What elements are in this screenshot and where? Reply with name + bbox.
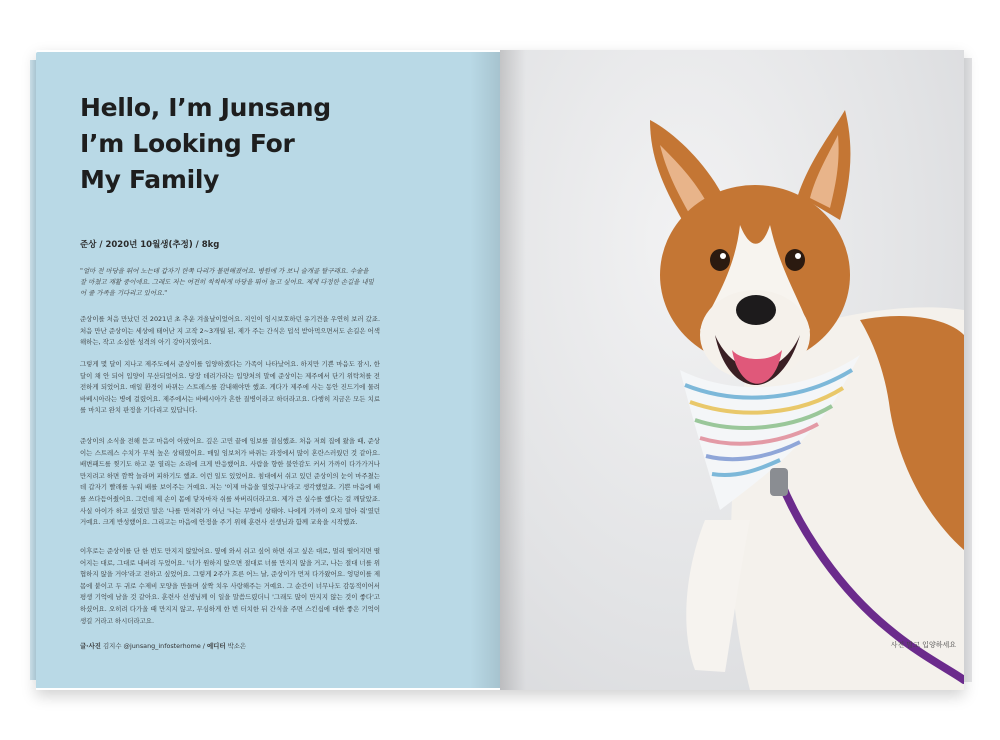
credit-name-writer: 김지수 @junsang_infosterhome <box>103 642 201 650</box>
photo-caption: 사진 말고 입양하세요 <box>890 641 956 649</box>
credit-label-writer: 글·사진 <box>80 642 101 650</box>
right-page <box>500 50 964 690</box>
dog-profile-meta: 준상 / 2020년 10월생(추정) / 8kg <box>80 240 220 250</box>
title-line-1: Hello, I’m Junsang <box>80 93 331 122</box>
body-paragraph-2: 그렇게 몇 달이 지나고 제주도에서 준상이를 입양하겠다는 가족이 나타났어요. 하지만 기쁜 마음도 잠시, 한 달이 채 안 되어 입양이 무산되었어요. 당장 데려가라는 입양처의 말에 준상이는 제주에서 단기 위탁처를 전전하게 되었어요. 매일 환경이 바뀌는 스트레스를 감내해야만 했죠. 게다가 제주에 사는 동안 진드기에 물려 바베시아라는 병에 걸렸어요. 제주에서는 바베시아가 흔한 질병이라고 하더라고요. 다행히 지금은 모든 치료를 마치고 완치 판정을 기다리고 있답니다. <box>80 360 380 415</box>
credit-name-editor: 박소은 <box>227 642 247 650</box>
title-line-3: My Family <box>80 165 220 194</box>
body-paragraph-1: 준상이를 처음 만났던 건 2021년 초 추운 겨울날이었어요. 지인이 임시보호하던 유기견을 우연히 보러 갔죠. 처음 만난 준상이는 세상에 태어난 지 고작 2~3개월 된, 제가 주는 간식은 덥석 받아먹으면서도 손길은 어색해하는, 작고 소심한 성격의 아기 강아지였어요. <box>80 315 380 347</box>
credit-label-editor: 에디터 <box>206 642 226 650</box>
dog-right-eye <box>785 249 805 271</box>
dog-left-eye <box>710 249 730 271</box>
title-line-2: I’m Looking For <box>80 129 295 158</box>
article-title <box>80 90 410 198</box>
left-page <box>36 52 500 688</box>
right-page-edge <box>964 58 972 682</box>
leash-clip <box>770 468 788 496</box>
credit-separator: / <box>200 642 207 650</box>
body-paragraph-4: 이후로는 준상이를 단 한 번도 만지지 않았어요. 옆에 와서 쉬고 싶어 하면 쉬고 싶은 대로, 멀리 떨어지면 떨어지는 대로, 그대로 내버려 두었어요. '너가 원하지 않으면 절대로 너를 만지지 않을 거고, 나는 절대 너를 위협하지 않을 거야'라고 전하고 싶었어요. 그렇게 2주가 흐른 어느 날, 준상이가 먼저 다가왔어요. 엉덩이를 제 몸에 붙이고 두 귀로 수제비 모양을 만들며 살짝 치우 사랑해주는 거예요. 그 순간이 너무나도 감동적이어서 평생 기억에 남을 것 같아요. 훈련사 선생님께 이 일을 말씀드렸더니 '그래도 많이 만지지 않는 것이 좋다'고 하셨어요. 오히려 다가올 때 만지지 않고, 무심하게 한 번 터치한 뒤 간식을 주면 스킨십에 대한 좋은 기억이 생길 거라고 하시더라고요. <box>80 547 380 625</box>
dog-photo <box>500 50 964 690</box>
article-credits <box>80 641 246 650</box>
dog-nose <box>736 295 776 325</box>
magazine-spread <box>36 50 964 690</box>
body-paragraph-3: 준상이의 소식을 전해 듣고 마음이 아팠어요. 깊은 고민 끝에 임보를 결심했죠. 처음 저희 집에 왔을 때, 준상이는 스트레스 수치가 무척 높은 상태였어요. 매일 임보처가 바뀌는 과정에서 많이 혼란스러웠던 것 같아요. 배변패드를 찢기도 하고 문 열리는 소리에 크게 반응했어요. 사람을 향한 불안감도 커서 가까이 다가가거나 만지려고 하면 깜짝 놀라며 피하기도 했죠. 이런 일도 있었어요. 침대에서 쉬고 있던 준상이의 눈이 마주쳤는데 갑자기 빨래를 누워 배를 보이주는 거예요. 저는 '이제 마음을 열었구나'라고 생각했었죠. 기쁜 마음에 배를 쓰다듬어줬어요. 그런데 제 손이 몸에 닿자마자 쉬를 싸버리더라고요. 제가 큰 실수를 했다는 걸 깨달았죠. 사실 아이가 하고 싶었던 말은 '나를 만져줘'가 아닌 '나는 무방비 상태야. 나에게 가까이 오지 말아 줘'였던 거예요. 크게 반성했어요. 그리고는 마음에 안정을 주기 위해 훈련사 선생님과 함께 교육을 시작했죠. <box>80 437 380 527</box>
dog-quote: "얼마 전 마당을 뛰어 노는데 갑자기 한쪽 다리가 불편해졌어요. 병원에 가 보니 슬개골 탈구래요. 수술을 잘 마쳤고 재활 중이에요. 그래도 저는 여전히 씩씩하게 마당을 뛰어 놀고 싶어요. 제게 다정한 손길을 내밀어 줄 가족을 기다리고 있어요." <box>80 267 374 297</box>
